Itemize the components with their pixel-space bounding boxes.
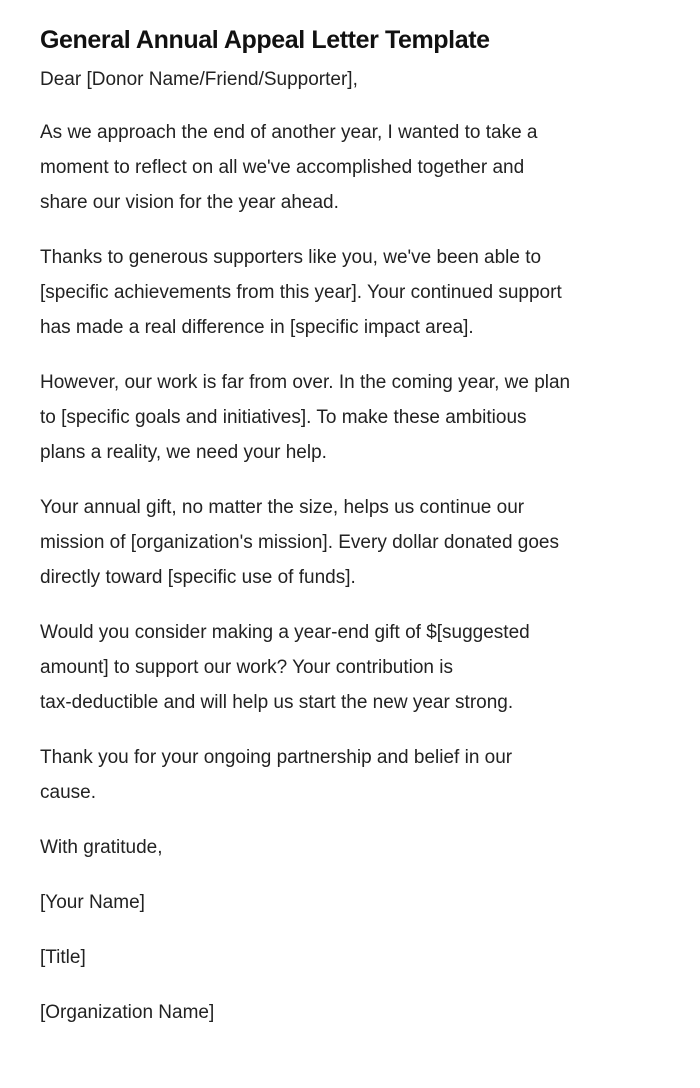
paragraph-thanks: [40, 740, 650, 810]
closing: With gratitude,: [40, 837, 163, 858]
text-line: moment to reflect on all we've accomplished together and: [40, 157, 525, 178]
text-line: Thanks to generous supporters like you, we've been able to: [40, 247, 542, 268]
text-line: amount] to support our work? Your contribution is: [40, 657, 453, 678]
paragraph-achievements: [40, 240, 650, 345]
text-line: tax-deductible and will help us start the new year strong.: [40, 692, 514, 713]
paragraph-goals: [40, 365, 650, 470]
signature-title: [Title]: [40, 947, 86, 968]
signature-name: [Your Name]: [40, 892, 145, 913]
signature-organization: [Organization Name]: [40, 1002, 215, 1023]
text-line: [specific achievements from this year]. Your continued support: [40, 282, 562, 303]
page-title: General Annual Appeal Letter Template: [40, 26, 490, 54]
text-line: has made a real difference in [specific impact area].: [40, 317, 474, 338]
text-line: As we approach the end of another year, I wanted to take a: [40, 122, 538, 143]
text-line: directly toward [specific use of funds].: [40, 567, 356, 588]
text-line: mission of [organization's mission]. Every dollar donated goes: [40, 532, 560, 553]
paragraph-annual-gift: [40, 490, 650, 595]
text-line: share our vision for the year ahead.: [40, 192, 339, 213]
letter-page: [40, 20, 650, 1050]
text-line: Would you consider making a year-end gift of $[suggested: [40, 622, 530, 643]
text-line: Thank you for your ongoing partnership and belief in our: [40, 747, 513, 768]
text-line: to [specific goals and initiatives]. To make these ambitious: [40, 407, 527, 428]
text-line: cause.: [40, 782, 96, 803]
text-line: Your annual gift, no matter the size, helps us continue our: [40, 497, 525, 518]
text-line: plans a reality, we need your help.: [40, 442, 327, 463]
salutation: Dear [Donor Name/Friend/Supporter],: [40, 69, 358, 90]
text-line: However, our work is far from over. In the coming year, we plan: [40, 372, 571, 393]
paragraph-intro: [40, 115, 650, 220]
paragraph-ask: [40, 615, 650, 720]
